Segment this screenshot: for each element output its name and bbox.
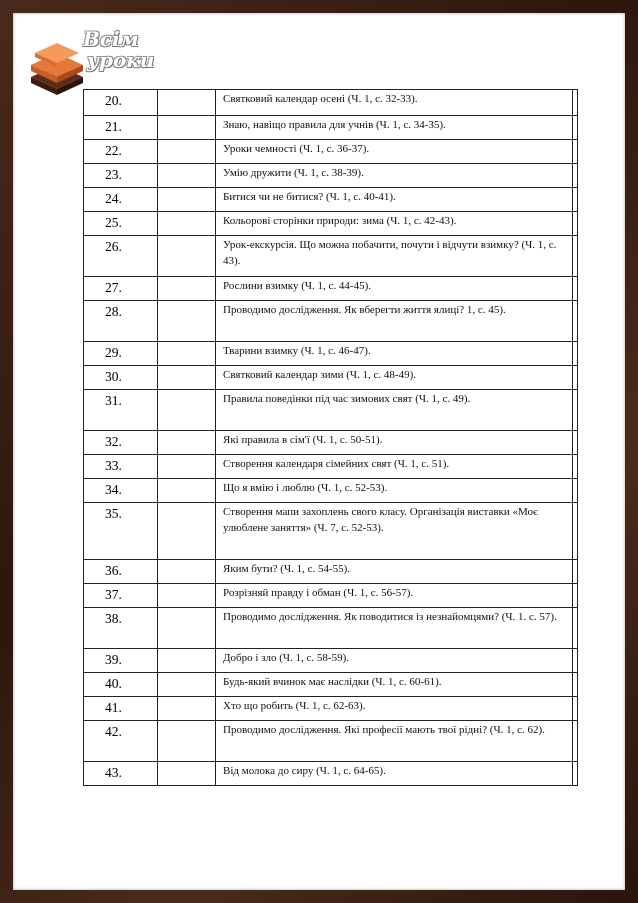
date-cell <box>158 673 216 697</box>
date-cell <box>158 116 216 140</box>
notes-cell <box>573 697 578 721</box>
table-row <box>84 236 578 277</box>
date-cell <box>158 608 216 649</box>
notes-cell <box>573 560 578 584</box>
row-number: 25. <box>84 212 158 236</box>
date-cell <box>158 366 216 390</box>
table-row <box>84 366 578 390</box>
date-cell <box>158 188 216 212</box>
table-row <box>84 455 578 479</box>
date-cell <box>158 277 216 301</box>
notes-cell <box>573 762 578 786</box>
row-number: 41. <box>84 697 158 721</box>
lesson-topic: Рослини взимку (Ч. 1, с. 44-45). <box>216 277 573 301</box>
date-cell <box>158 479 216 503</box>
row-number: 20. <box>84 90 158 116</box>
lesson-topic: Святковий календар осені (Ч. 1, с. 32-33). <box>216 90 573 116</box>
table-row <box>84 277 578 301</box>
lesson-topic: Святковий календар зими (Ч. 1, с. 48-49). <box>216 366 573 390</box>
table-row <box>84 342 578 366</box>
notes-cell <box>573 90 578 116</box>
notes-cell <box>573 455 578 479</box>
table-row <box>84 503 578 560</box>
lesson-topic: Розрізняй правду і обман (Ч. 1, с. 56-57). <box>216 584 573 608</box>
table-row <box>84 90 578 116</box>
date-cell <box>158 584 216 608</box>
lesson-topic: Битися чи не битися? (Ч. 1, с. 40-41). <box>216 188 573 212</box>
lesson-topic: Які правила в сім'ї (Ч. 1, с. 50-51). <box>216 431 573 455</box>
notes-cell <box>573 164 578 188</box>
lesson-topic: Створення календаря сімейних свят (Ч. 1, с. 51). <box>216 455 573 479</box>
notes-cell <box>573 188 578 212</box>
row-number: 27. <box>84 277 158 301</box>
table-row <box>84 140 578 164</box>
row-number: 31. <box>84 390 158 431</box>
table-row <box>84 721 578 762</box>
notes-cell <box>573 366 578 390</box>
lesson-topic: Будь-який вчинок має наслідки (Ч. 1, с. 60-61). <box>216 673 573 697</box>
row-number: 30. <box>84 366 158 390</box>
row-number: 28. <box>84 301 158 342</box>
row-number: 43. <box>84 762 158 786</box>
notes-cell <box>573 431 578 455</box>
notes-cell <box>573 503 578 560</box>
lesson-topic: Проводимо дослідження. Як вберегти життя ялиці? 1, с. 45). <box>216 301 573 342</box>
notes-cell <box>573 584 578 608</box>
row-number: 29. <box>84 342 158 366</box>
date-cell <box>158 140 216 164</box>
logo-line1: Всім <box>83 27 139 51</box>
notes-cell <box>573 301 578 342</box>
table-row <box>84 560 578 584</box>
date-cell <box>158 431 216 455</box>
lesson-topic: Знаю, навіщо правила для учнів (Ч. 1, с. 34-35). <box>216 116 573 140</box>
lesson-topic: Проводимо дослідження. Як поводитися із незнайомцями? (Ч. 1. с. 57). <box>216 608 573 649</box>
row-number: 36. <box>84 560 158 584</box>
notes-cell <box>573 721 578 762</box>
document-page <box>13 13 625 890</box>
row-number: 33. <box>84 455 158 479</box>
lesson-plan-table <box>83 89 578 786</box>
date-cell <box>158 649 216 673</box>
date-cell <box>158 342 216 366</box>
row-number: 22. <box>84 140 158 164</box>
row-number: 35. <box>84 503 158 560</box>
date-cell <box>158 90 216 116</box>
table-row <box>84 301 578 342</box>
book-stack-icon <box>27 39 87 99</box>
date-cell <box>158 762 216 786</box>
date-cell <box>158 721 216 762</box>
lesson-topic: Від молока до сиру (Ч. 1, с. 64-65). <box>216 762 573 786</box>
date-cell <box>158 503 216 560</box>
row-number: 34. <box>84 479 158 503</box>
lesson-topic: Тварини взимку (Ч. 1, с. 46-47). <box>216 342 573 366</box>
table-row <box>84 649 578 673</box>
notes-cell <box>573 390 578 431</box>
date-cell <box>158 560 216 584</box>
logo-text <box>83 29 154 71</box>
row-number: 24. <box>84 188 158 212</box>
lesson-topic: Умію дружити (Ч. 1, с. 38-39). <box>216 164 573 188</box>
row-number: 32. <box>84 431 158 455</box>
table-row <box>84 431 578 455</box>
row-number: 37. <box>84 584 158 608</box>
table-row <box>84 762 578 786</box>
lesson-topic: Хто що робить (Ч. 1, с. 62-63). <box>216 697 573 721</box>
lesson-topic: Урок-екскурсія. Що можна побачити, почути і відчути взимку? (Ч. 1, с. 43). <box>216 236 573 277</box>
notes-cell <box>573 277 578 301</box>
notes-cell <box>573 479 578 503</box>
date-cell <box>158 697 216 721</box>
row-number: 40. <box>84 673 158 697</box>
lesson-topic: Створення мапи захоплень свого класу. Організація виставки «Моє улюблене заняття» (Ч. 7, с. 52-53). <box>216 503 573 560</box>
row-number: 23. <box>84 164 158 188</box>
notes-cell <box>573 342 578 366</box>
row-number: 42. <box>84 721 158 762</box>
lesson-topic: Уроки чемності (Ч. 1, с. 36-37). <box>216 140 573 164</box>
table-row <box>84 584 578 608</box>
notes-cell <box>573 212 578 236</box>
date-cell <box>158 390 216 431</box>
notes-cell <box>573 649 578 673</box>
lesson-topic: Яким бути? (Ч. 1, с. 54-55). <box>216 560 573 584</box>
lesson-topic: Правила поведінки під час зимових свят (Ч. 1, с. 49). <box>216 390 573 431</box>
lesson-topic: Кольорові сторінки природи: зима (Ч. 1, с. 42-43). <box>216 212 573 236</box>
lesson-topic: Добро і зло (Ч. 1, с. 58-59). <box>216 649 573 673</box>
notes-cell <box>573 236 578 277</box>
table-row <box>84 479 578 503</box>
table-row <box>84 116 578 140</box>
row-number: 21. <box>84 116 158 140</box>
notes-cell <box>573 608 578 649</box>
date-cell <box>158 212 216 236</box>
row-number: 26. <box>84 236 158 277</box>
logo-line2: уроки <box>87 48 155 72</box>
date-cell <box>158 455 216 479</box>
table-row <box>84 188 578 212</box>
table-row <box>84 164 578 188</box>
lesson-topic: Проводимо дослідження. Які професії мають твої рідні? (Ч. 1, с. 62). <box>216 721 573 762</box>
table-row <box>84 697 578 721</box>
table-row <box>84 673 578 697</box>
table-row <box>84 608 578 649</box>
lesson-topic: Що я вмію і люблю (Ч. 1, с. 52-53). <box>216 479 573 503</box>
notes-cell <box>573 140 578 164</box>
table-row <box>84 212 578 236</box>
table-row <box>84 390 578 431</box>
row-number: 38. <box>84 608 158 649</box>
date-cell <box>158 164 216 188</box>
date-cell <box>158 301 216 342</box>
row-number: 39. <box>84 649 158 673</box>
date-cell <box>158 236 216 277</box>
notes-cell <box>573 116 578 140</box>
notes-cell <box>573 673 578 697</box>
